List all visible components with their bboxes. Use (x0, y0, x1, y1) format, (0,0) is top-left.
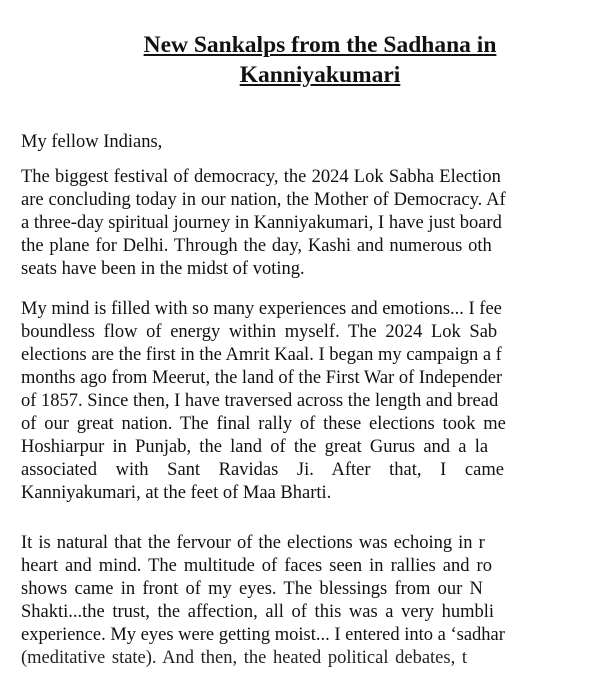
paragraph-line: boundless flow of energy within myself. The 2024 Lok Sab (21, 322, 498, 342)
paragraph-line: of 1857. Since then, I have traversed across the length and bread (21, 391, 499, 411)
title-line-1: New Sankalps from the Sadhana in (143, 32, 497, 58)
paragraph-3 (21, 532, 613, 670)
paragraph-line: the plane for Delhi. Through the day, Kashi and numerous oth (21, 236, 492, 256)
paragraph-line: associated with Sant Ravidas Ji. After that, I came (21, 460, 504, 480)
paragraph-line: My mind is filled with so many experiences and emotions... I fee (21, 299, 502, 319)
salutation: My fellow Indians, (21, 132, 163, 152)
paragraph-1 (21, 166, 613, 281)
paragraph-line: It is natural that the fervour of the elections was echoing in r (21, 533, 485, 553)
paragraph-line: Shakti...the trust, the affection, all of this was a very humbli (21, 602, 495, 622)
paragraph-line: (meditative state). And then, the heated political debates, t (21, 648, 467, 668)
paragraph-line: experience. My eyes were getting moist... I entered into a ‘sadhar (21, 625, 505, 645)
paragraph-line: heart and mind. The multitude of faces seen in rallies and ro (21, 556, 492, 576)
paragraph-line: months ago from Meerut, the land of the First War of Independer (21, 368, 503, 388)
paragraph-line: seats have been in the midst of voting. (21, 259, 305, 279)
paragraph-line: The biggest festival of democracy, the 2024 Lok Sabha Election (21, 167, 501, 187)
paragraph-line: are concluding today in our nation, the Mother of Democracy. Af (21, 190, 506, 210)
paragraph-line: elections are the first in the Amrit Kaal. I began my campaign a f (21, 345, 502, 365)
paragraph-line: a three-day spiritual journey in Kanniyakumari, I have just board (21, 213, 502, 233)
paragraph-line: Kanniyakumari, at the feet of Maa Bharti. (21, 483, 332, 503)
document-title (40, 30, 600, 90)
paragraph-line: Hoshiarpur in Punjab, the land of the great Gurus and a la (21, 437, 489, 457)
paragraph-line: of our great nation. The final rally of these elections took me (21, 414, 506, 434)
paragraph-2 (21, 298, 613, 505)
paragraph-line: shows came in front of my eyes. The blessings from our N (21, 579, 483, 599)
title-line-2: Kanniyakumari (239, 62, 401, 88)
